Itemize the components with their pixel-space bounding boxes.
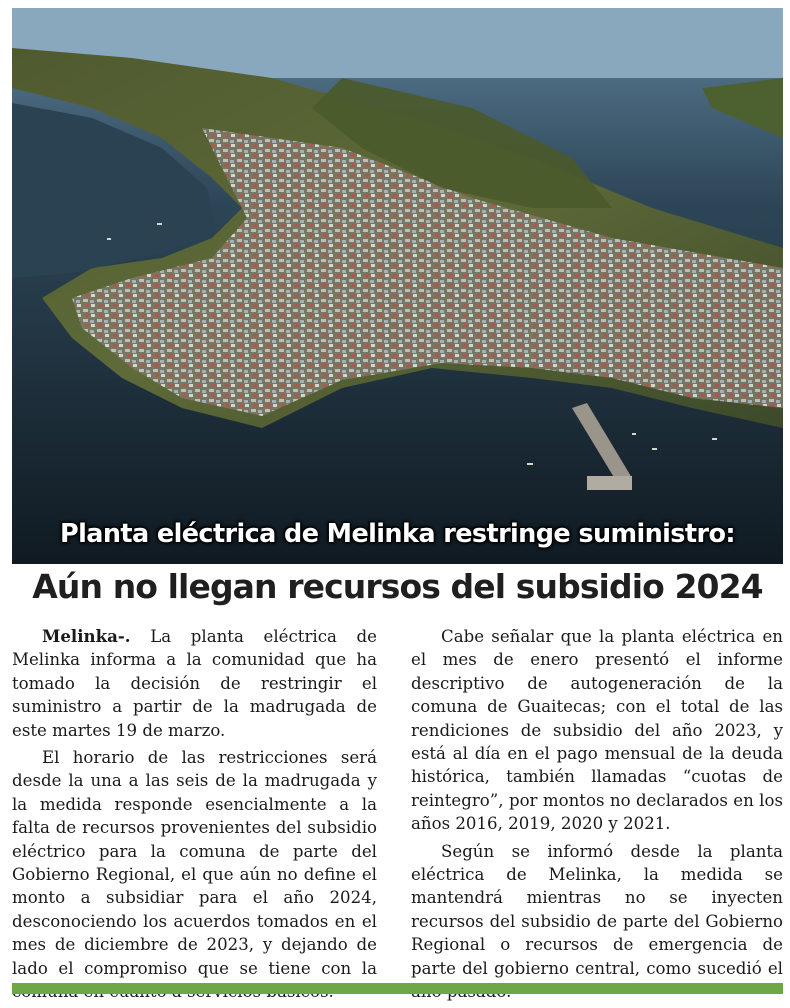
- article-column-left: [12, 625, 377, 1008]
- article-column-right: [411, 625, 783, 1008]
- paragraph: Cabe señalar que la planta eléctrica en el mes de enero presentó el informe descriptivo de autogeneración de la comuna de Guaitecas; con el total de las rendiciones de subsidio del año 2023, y está al día en el pago mensual de la deuda histórica, también llamadas “cuotas de reintegro”, por montos no declarados en los años 2016, 2019, 2020 y 2021.: [411, 627, 783, 834]
- paragraph: [12, 625, 377, 742]
- footer-rule: [12, 983, 783, 994]
- aerial-photo-melinka: [12, 8, 783, 564]
- paragraph: Según se informó desde la planta eléctrica de Melinka, la medida se mantendrá mientras no se inyecten recursos del subsidio de parte del Gobierno Regional o recursos de emergencia de parte del gobierno central, como sucedió el: [411, 841, 783, 978]
- main-headline: Aún no llegan recursos del subsidio 2024: [32, 567, 763, 606]
- aerial-photo-illustration: [12, 8, 783, 564]
- paragraph: El horario de las restricciones será desde la una a las seis de la madrugada y la medida responde esencialmente a la falta de recursos provenientes del subsidio eléctrico para la comuna de parte del Gobierno Regional, el que aún no define el monto a subsidiar para el año 2024, desconociendo los acuerdos tomados en el mes de diciembre de 2023, y dejando de lado el compromiso que se tiene con la: [12, 748, 377, 978]
- paragraph-text: La planta eléctrica de Melinka informa a la comunidad que ha tomado la decisión de restringir el suministro a partir de la madrugada de este martes 19 de marzo.: [12, 627, 377, 740]
- kicker-headline: Planta eléctrica de Melinka restringe suministro:: [60, 519, 735, 549]
- dateline: Melinka-.: [42, 626, 131, 646]
